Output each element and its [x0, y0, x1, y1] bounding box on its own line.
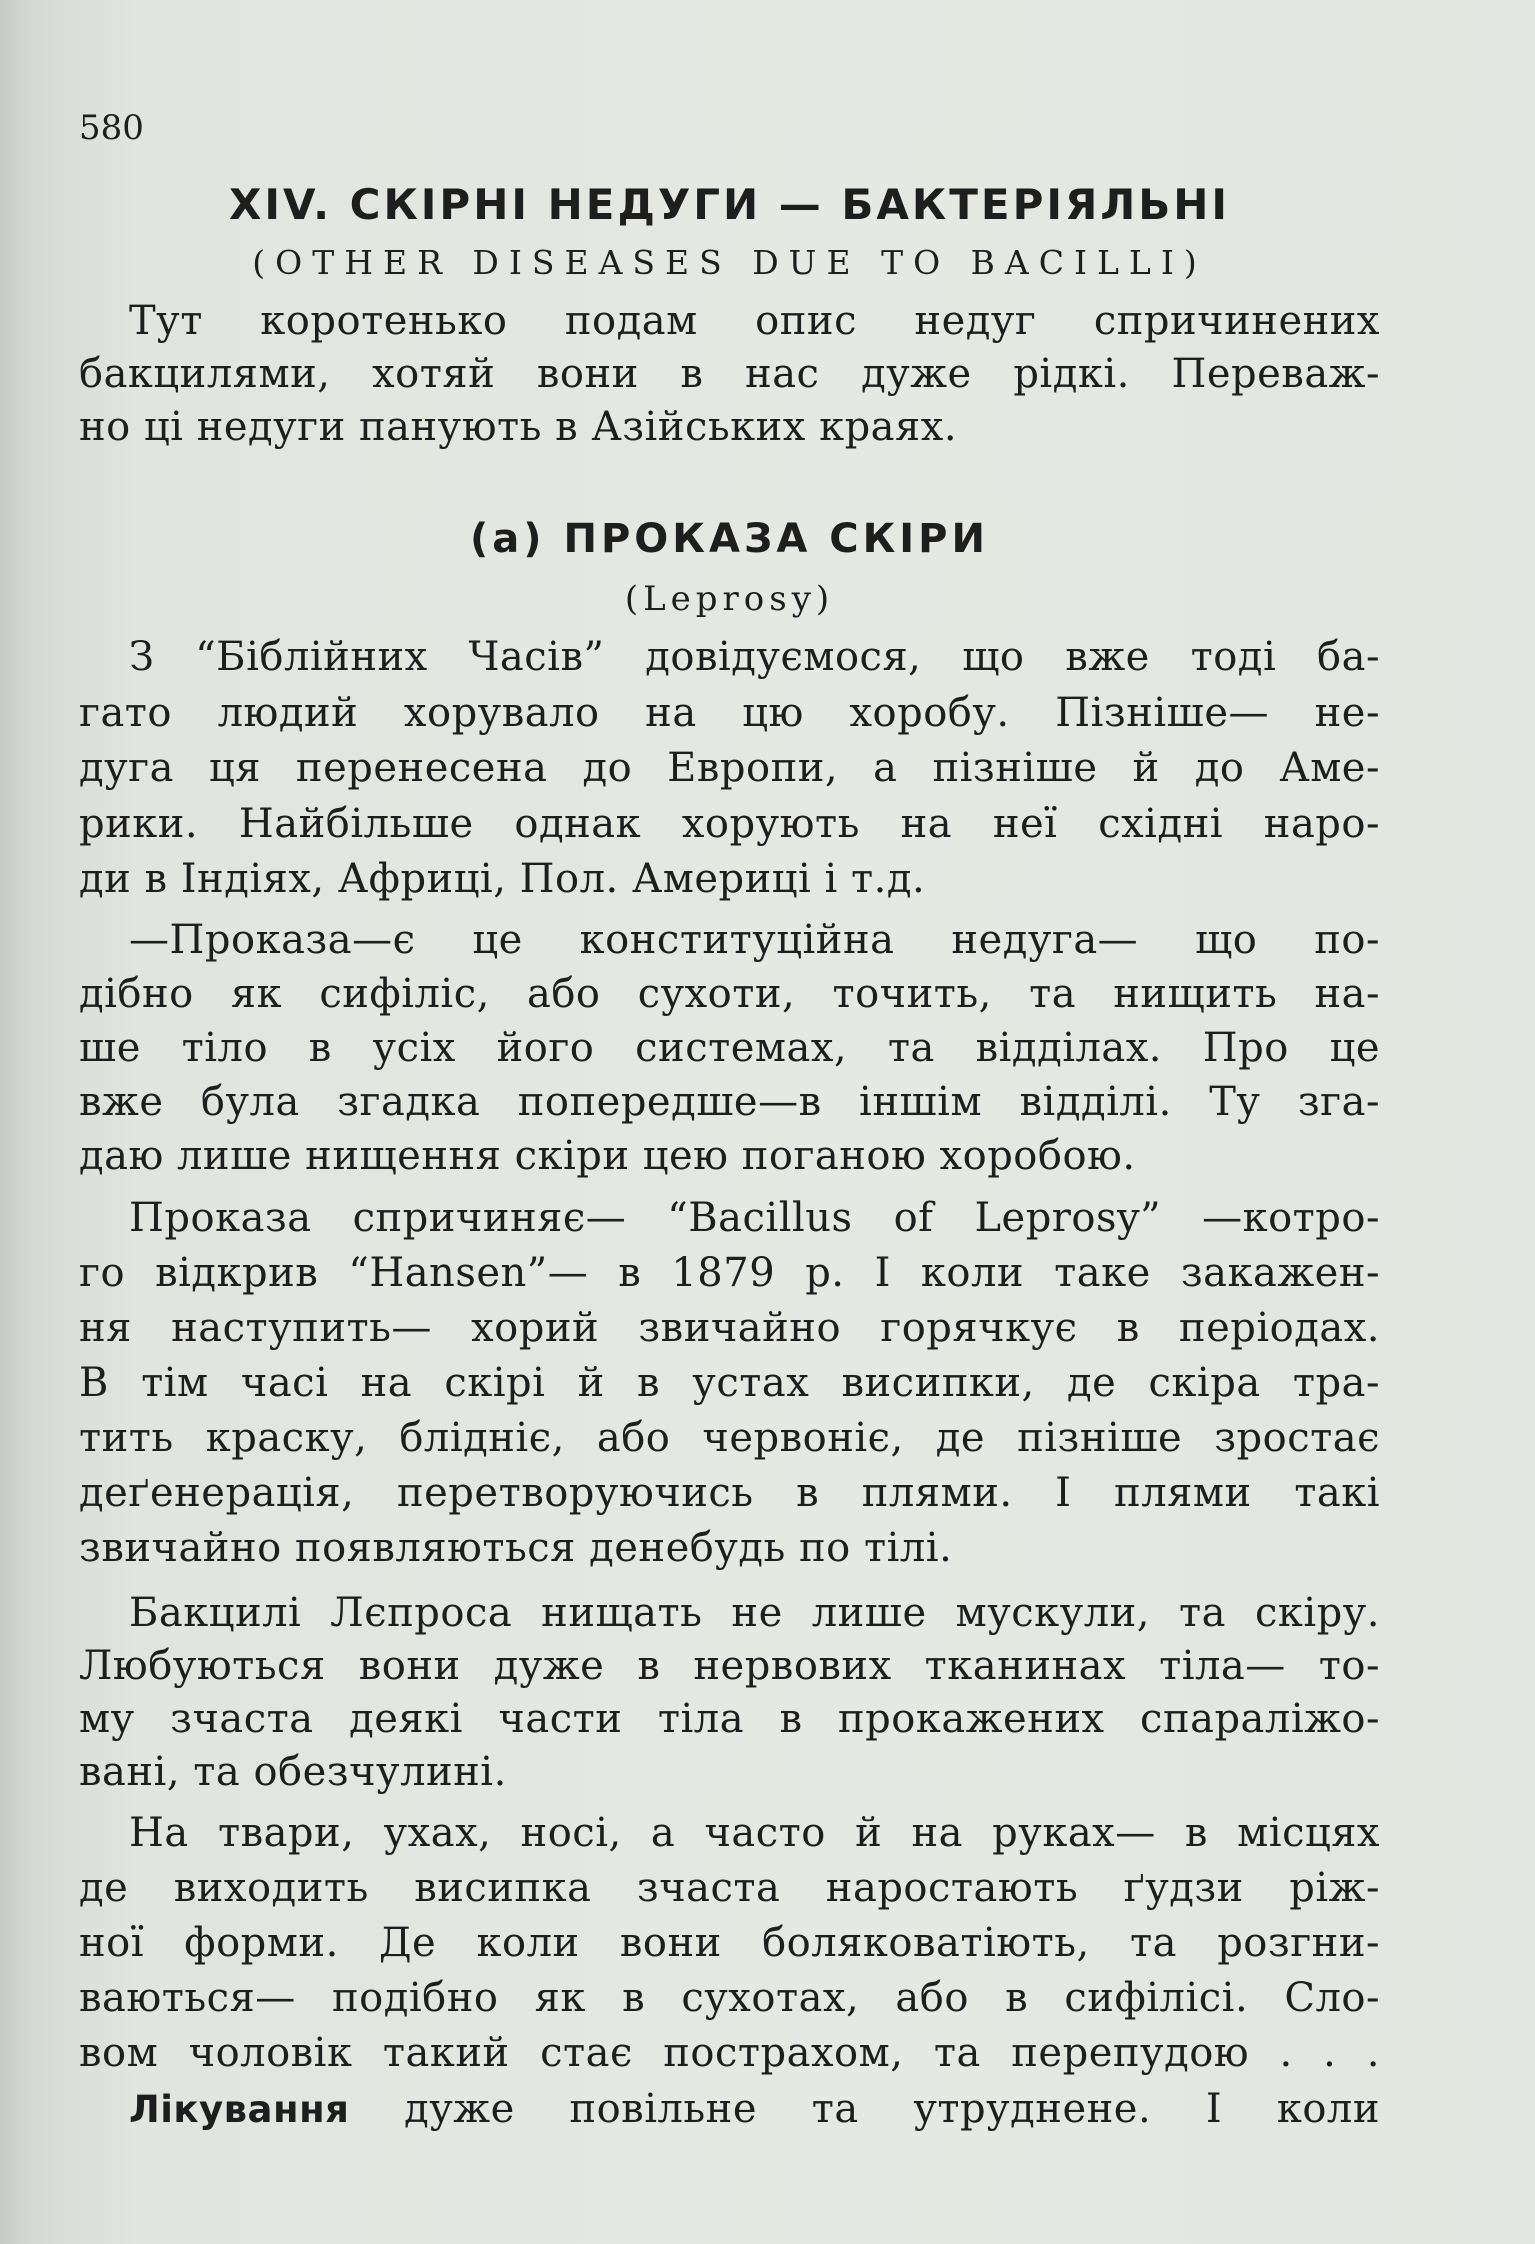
text-line: де виходить висипка зчаста наростають ґудзи ріж-: [79, 1865, 1380, 1911]
paragraph: [79, 630, 1380, 908]
paragraph: [79, 1191, 1380, 1576]
text-line: рики. Найбільше однак хорують на неї східні наро-: [79, 800, 1380, 847]
text-line: Любуються вони дуже в нервових тканинах тіла— то-: [79, 1643, 1380, 1689]
text-line: го відкрив “Hansen”— в 1879 р. І коли таке закажен-: [79, 1250, 1380, 1296]
text-line: На твари, ухах, носі, а часто й на руках— в місцях: [129, 1810, 1380, 1856]
paragraph: [79, 1806, 1380, 2081]
text-line: З “Біблійних Часів” довідуємося, що вже тоді ба-: [129, 634, 1380, 680]
text-line: но ці недуги панують в Азійських краях.: [79, 404, 958, 450]
text-line: дібно як сифіліс, або сухоти, точить, та нищить на-: [79, 971, 1380, 1017]
text-line: вже була згадка попередше—в іншім відділі. Ту зга-: [79, 1079, 1380, 1125]
paragraph: [79, 913, 1380, 1183]
text-line: ваються— подібно як в сухотах, або в сифілісі. Сло-: [79, 1975, 1380, 2021]
text-line: му зчаста деякі части тіла в прокажених спараліжо-: [79, 1696, 1380, 1742]
page-number: 580: [79, 108, 144, 148]
paragraph: [79, 2082, 1380, 2137]
section-heading: (а) ПРОКАЗА СКІРИ: [470, 516, 989, 562]
text-line: Тут коротенько подам опис недуг спричинених: [129, 298, 1380, 344]
text-line: тить краску, блідніє, або червоніє, де пізніше зростає: [79, 1415, 1380, 1461]
text-line: ня наступить— хорий звичайно горячкує в періодах.: [79, 1305, 1380, 1351]
intro-paragraph: [79, 295, 1380, 454]
line-text: дуже повільне та утруднене. І коли: [404, 2086, 1380, 2132]
chapter-subtitle: (OTHER DISEASES DUE TO BACILLI): [252, 243, 1207, 282]
text-line: Бакцилі Лєпроса нищать не лише мускули, та скіру.: [129, 1590, 1380, 1636]
text-line: —Проказа—є це конституційна недуга— що по-: [129, 917, 1380, 963]
text-line: ної форми. Де коли вони боляковатіють, та розгни-: [79, 1920, 1380, 1966]
text-line: ди в Індіях, Африці, Пол. Америці і т.д.: [79, 856, 926, 902]
section-subheading: (Leprosy): [624, 579, 835, 619]
text-line: вані, та обезчулині.: [79, 1749, 507, 1795]
text-line: [79, 2082, 1380, 2137]
text-line: деґенерація, перетворуючись в плями. І плями такі: [79, 1470, 1380, 1516]
text-line: вом чоловік такий стає пострахом, та перепудою . . .: [79, 2030, 1380, 2076]
text-line: бакцилями, хотяй вони в нас дуже рідкі. Переваж-: [79, 351, 1380, 397]
text-line: ше тіло в усіх його системах, та відділах. Про це: [79, 1025, 1380, 1071]
text-line: гато людий хорувало на цю хоробу. Пізніше— не-: [79, 689, 1380, 736]
text-line: звичайно появляються денебудь по тілі.: [79, 1525, 953, 1571]
chapter-title: XIV. СКІРНІ НЕДУГИ — БАКТЕРІЯЛЬНІ: [228, 180, 1231, 229]
paragraph: [79, 1587, 1380, 1799]
bold-term: Лікування: [129, 2088, 350, 2131]
text-line: В тім часі на скірі й в устах висипки, де скіра тра-: [79, 1360, 1380, 1406]
text-line: даю лише нищення скіри цею поганою хоробою.: [79, 1133, 1136, 1179]
text-line: дуга ця перенесена до Европи, а пізніше й до Аме-: [79, 745, 1380, 791]
text-line: Проказа спричиняє— “Bacillus of Leprosy” —котро-: [129, 1195, 1380, 1241]
